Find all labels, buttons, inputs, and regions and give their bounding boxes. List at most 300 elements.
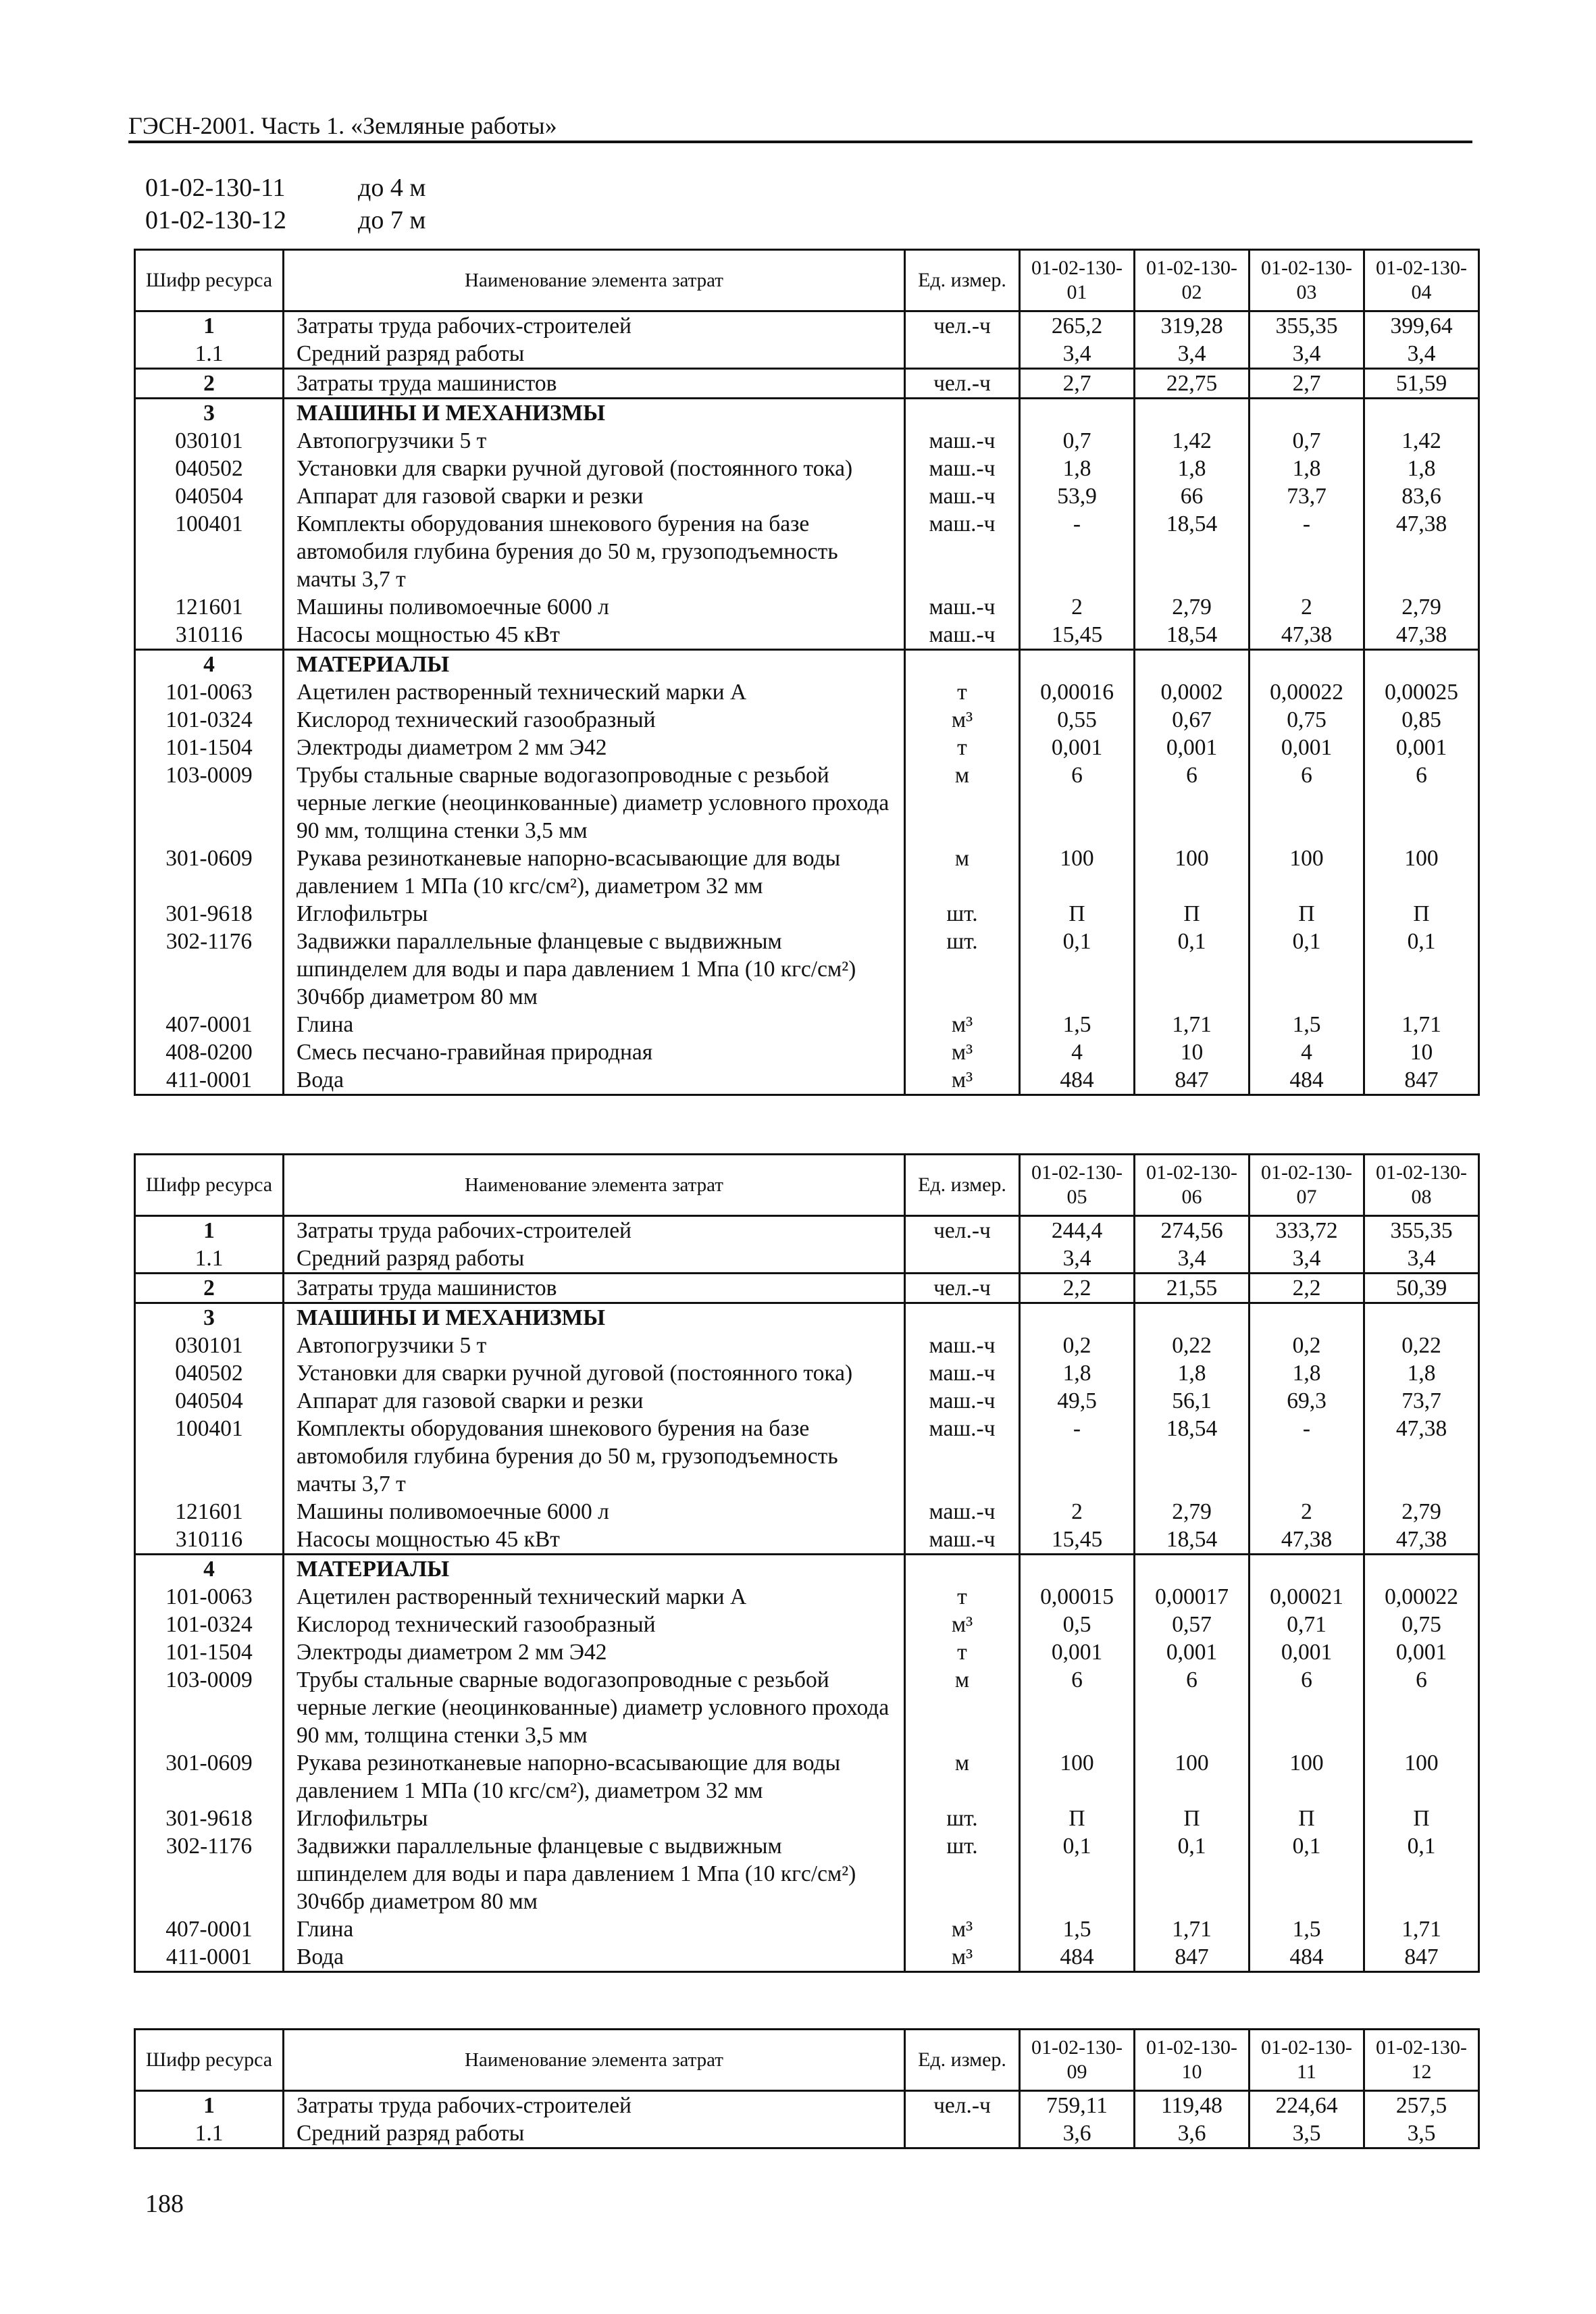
resource-name: Автопогрузчики 5 т: [284, 427, 905, 455]
resource-value: 484: [1250, 1066, 1364, 1095]
table-row: [135, 2091, 1479, 2120]
resource-value: 1,42: [1364, 427, 1479, 455]
resource-value: 56,1: [1135, 1387, 1250, 1415]
resource-value: 47,38: [1364, 1526, 1479, 1555]
resource-value: 333,72: [1250, 1216, 1364, 1245]
resource-value: 224,64: [1250, 2091, 1364, 2120]
table-row: [135, 1066, 1479, 1095]
resource-value: [1020, 1303, 1135, 1332]
subtitle-line: [145, 170, 426, 205]
header-norm-code: 01-02-130-10: [1135, 2030, 1250, 2091]
table-header-row: [135, 250, 1479, 311]
resource-unit: маш.-ч: [905, 1332, 1020, 1359]
resource-value: 0,2: [1250, 1332, 1364, 1359]
resource-value: П: [1135, 1805, 1250, 1832]
resource-value: 1,71: [1135, 1011, 1250, 1038]
resource-value: 6: [1364, 761, 1479, 845]
resource-value: [1020, 399, 1135, 428]
header-code: Шифр ресурса: [135, 1155, 284, 1216]
resource-value: 6: [1135, 1666, 1250, 1749]
resource-value: 3,5: [1364, 2119, 1479, 2148]
resource-code: 1.1: [135, 1244, 284, 1274]
resource-value: -: [1250, 510, 1364, 593]
resource-value: 100: [1135, 845, 1250, 900]
resource-name: Иглофильтры: [284, 1805, 905, 1832]
resource-code: 302-1176: [135, 1832, 284, 1915]
resource-code: 101-0324: [135, 706, 284, 734]
resource-value: 15,45: [1020, 1526, 1135, 1555]
resource-value: 4: [1020, 1038, 1135, 1066]
resource-unit: [905, 650, 1020, 679]
resource-unit: маш.-ч: [905, 1526, 1020, 1555]
resource-value: 1,8: [1020, 1359, 1135, 1387]
resource-name: Рукава резинотканевые напорно-всасывающие для воды давлением 1 МПа (10 кгс/см²), диаметром 32 мм: [284, 845, 905, 900]
page-number: 188: [145, 2190, 184, 2218]
resource-value: 0,001: [1250, 1638, 1364, 1666]
resource-value: 0,00025: [1364, 678, 1479, 706]
table-row: [135, 311, 1479, 341]
resource-unit: шт.: [905, 1805, 1020, 1832]
resource-value: П: [1020, 1805, 1135, 1832]
resource-value: 0,1: [1020, 928, 1135, 1011]
resource-code: 4: [135, 650, 284, 679]
table-row: [135, 1555, 1479, 1584]
resource-name: МАТЕРИАЛЫ: [284, 650, 905, 679]
resource-value: 3,4: [1364, 340, 1479, 369]
resource-name: Машины поливомоечные 6000 л: [284, 593, 905, 621]
resource-value: 847: [1364, 1066, 1479, 1095]
resource-code: 301-0609: [135, 845, 284, 900]
resource-value: 274,56: [1135, 1216, 1250, 1245]
resource-value: 0,001: [1020, 1638, 1135, 1666]
resource-code: 310116: [135, 621, 284, 650]
resource-unit: шт.: [905, 900, 1020, 928]
resource-unit: [905, 340, 1020, 369]
resource-value: 257,5: [1364, 2091, 1479, 2120]
resource-code: 301-9618: [135, 900, 284, 928]
resource-value: 100: [1250, 845, 1364, 900]
resource-value: 847: [1135, 1943, 1250, 1972]
table-row: [135, 1832, 1479, 1915]
resource-value: 0,1: [1364, 928, 1479, 1011]
resource-value: 119,48: [1135, 2091, 1250, 2120]
table-row: [135, 1038, 1479, 1066]
header-name: Наименование элемента затрат: [284, 2030, 905, 2091]
resource-name: Установки для сварки ручной дуговой (постоянного тока): [284, 1359, 905, 1387]
resource-value: 2: [1020, 593, 1135, 621]
resource-name: Глина: [284, 1011, 905, 1038]
table-row: [135, 340, 1479, 369]
resource-value: 484: [1020, 1943, 1135, 1972]
resource-code: 103-0009: [135, 1666, 284, 1749]
resource-value: 0,00022: [1364, 1583, 1479, 1611]
resource-value: 0,1: [1020, 1832, 1135, 1915]
resource-code: 101-0063: [135, 678, 284, 706]
resource-value: 0,22: [1135, 1332, 1250, 1359]
resource-name: Рукава резинотканевые напорно-всасывающие для воды давлением 1 МПа (10 кгс/см²), диаметром 32 мм: [284, 1749, 905, 1805]
resource-code: 2: [135, 369, 284, 399]
resource-code: 1: [135, 2091, 284, 2120]
resource-unit: маш.-ч: [905, 510, 1020, 593]
resource-unit: чел.-ч: [905, 2091, 1020, 2120]
table-row: [135, 900, 1479, 928]
resource-value: 0,00015: [1020, 1583, 1135, 1611]
resource-value: 484: [1020, 1066, 1135, 1095]
resource-value: 2,79: [1364, 593, 1479, 621]
resource-code: 030101: [135, 427, 284, 455]
table-row: [135, 1749, 1479, 1805]
table-row: [135, 1359, 1479, 1387]
header-unit: Ед. измер.: [905, 2030, 1020, 2091]
resource-unit: маш.-ч: [905, 482, 1020, 510]
resource-value: 1,5: [1020, 1011, 1135, 1038]
resource-name: Установки для сварки ручной дуговой (постоянного тока): [284, 455, 905, 482]
resource-value: -: [1020, 510, 1135, 593]
resource-value: 3,4: [1020, 1244, 1135, 1274]
resource-value: 1,5: [1250, 1915, 1364, 1943]
resource-name: Затраты труда рабочих-строителей: [284, 1216, 905, 1245]
header-name: Наименование элемента затрат: [284, 1155, 905, 1216]
page-header: ГЭСН-2001. Часть 1. «Земляные работы»: [128, 112, 557, 139]
resource-name: Комплекты оборудования шнекового бурения на базе автомобиля глубина бурения до 50 м, грузоподъемность мачты 3,7 т: [284, 1415, 905, 1498]
table-row: [135, 1332, 1479, 1359]
resource-value: 3,4: [1364, 1244, 1479, 1274]
resource-unit: чел.-ч: [905, 311, 1020, 341]
resource-unit: м³: [905, 1611, 1020, 1638]
resource-value: 47,38: [1250, 621, 1364, 650]
resource-value: 0,001: [1020, 734, 1135, 761]
resource-unit: [905, 399, 1020, 428]
subtitle-text: до 7 м: [358, 206, 426, 234]
resource-unit: м³: [905, 1943, 1020, 1972]
resource-unit: маш.-ч: [905, 593, 1020, 621]
table-row: [135, 706, 1479, 734]
resource-name: Электроды диаметром 2 мм Э42: [284, 734, 905, 761]
resource-value: 3,4: [1020, 340, 1135, 369]
header-unit: Ед. измер.: [905, 250, 1020, 311]
resource-value: -: [1250, 1415, 1364, 1498]
resource-unit: м: [905, 761, 1020, 845]
resource-value: 1,8: [1364, 455, 1479, 482]
resource-value: 0,1: [1364, 1832, 1479, 1915]
resource-unit: маш.-ч: [905, 1387, 1020, 1415]
resource-value: 0,1: [1135, 1832, 1250, 1915]
resource-unit: маш.-ч: [905, 1415, 1020, 1498]
resource-code: 1: [135, 1216, 284, 1245]
resource-value: 6: [1250, 1666, 1364, 1749]
table-row: [135, 928, 1479, 1011]
resource-value: 2: [1250, 593, 1364, 621]
resource-value: [1364, 1303, 1479, 1332]
resource-name: Вода: [284, 1943, 905, 1972]
resource-value: 47,38: [1364, 1415, 1479, 1498]
resource-code: 411-0001: [135, 1943, 284, 1972]
resource-name: Кислород технический газообразный: [284, 1611, 905, 1638]
resource-table-1: [134, 249, 1480, 1096]
table-row: [135, 1498, 1479, 1526]
resource-value: 3,6: [1135, 2119, 1250, 2148]
resource-name: Насосы мощностью 45 кВт: [284, 621, 905, 650]
resource-name: Средний разряд работы: [284, 340, 905, 369]
resource-unit: т: [905, 678, 1020, 706]
resource-unit: т: [905, 734, 1020, 761]
resource-value: П: [1135, 900, 1250, 928]
resource-code: 1: [135, 311, 284, 341]
resource-code: 411-0001: [135, 1066, 284, 1095]
resource-value: 319,28: [1135, 311, 1250, 341]
resource-name: Ацетилен растворенный технический марки А: [284, 1583, 905, 1611]
resource-value: 0,1: [1250, 1832, 1364, 1915]
resource-unit: маш.-ч: [905, 427, 1020, 455]
resource-unit: маш.-ч: [905, 621, 1020, 650]
resource-value: 0,75: [1364, 1611, 1479, 1638]
resource-value: 0,00016: [1020, 678, 1135, 706]
resource-value: 0,001: [1364, 1638, 1479, 1666]
resource-code: 2: [135, 1274, 284, 1303]
resource-name: Аппарат для газовой сварки и резки: [284, 482, 905, 510]
resource-value: 355,35: [1250, 311, 1364, 341]
resource-unit: [905, 1303, 1020, 1332]
resource-code: 121601: [135, 593, 284, 621]
resource-code: 4: [135, 1555, 284, 1584]
resource-unit: [905, 1555, 1020, 1584]
resource-value: 2: [1250, 1498, 1364, 1526]
header-code: Шифр ресурса: [135, 250, 284, 311]
resource-value: 0,55: [1020, 706, 1135, 734]
subtitle-code: 01-02-130-11: [145, 174, 286, 202]
resource-value: 0,0002: [1135, 678, 1250, 706]
resource-value: 83,6: [1364, 482, 1479, 510]
resource-code: 030101: [135, 1332, 284, 1359]
resource-code: 3: [135, 1303, 284, 1332]
resource-value: 0,1: [1250, 928, 1364, 1011]
resource-name: Затраты труда машинистов: [284, 1274, 905, 1303]
resource-value: 2,79: [1135, 593, 1250, 621]
resource-value: 47,38: [1364, 510, 1479, 593]
table-row: [135, 1666, 1479, 1749]
resource-value: 847: [1364, 1943, 1479, 1972]
resource-value: 100: [1250, 1749, 1364, 1805]
resource-value: 6: [1020, 761, 1135, 845]
header-norm-code: 01-02-130-03: [1250, 250, 1364, 311]
resource-value: 847: [1135, 1066, 1250, 1095]
resource-value: 0,001: [1250, 734, 1364, 761]
resource-value: 1,5: [1020, 1915, 1135, 1943]
resource-value: 0,85: [1364, 706, 1479, 734]
resource-value: 0,1: [1135, 928, 1250, 1011]
table-row: [135, 650, 1479, 679]
table-row: [135, 734, 1479, 761]
header-name: Наименование элемента затрат: [284, 250, 905, 311]
resource-value: 1,8: [1250, 455, 1364, 482]
resource-name: Затраты труда рабочих-строителей: [284, 311, 905, 341]
resource-name: Вода: [284, 1066, 905, 1095]
resource-table-3: [134, 2028, 1480, 2149]
resource-value: 0,00017: [1135, 1583, 1250, 1611]
resource-value: 22,75: [1135, 369, 1250, 399]
subtitle-code: 01-02-130-12: [145, 206, 286, 234]
table-row: [135, 593, 1479, 621]
resource-name: МАШИНЫ И МЕХАНИЗМЫ: [284, 1303, 905, 1332]
resource-unit: м: [905, 1749, 1020, 1805]
table-row: [135, 427, 1479, 455]
table-row: [135, 1915, 1479, 1943]
resource-value: 1,8: [1020, 455, 1135, 482]
resource-name: Глина: [284, 1915, 905, 1943]
resource-value: 484: [1250, 1943, 1364, 1972]
table-row: [135, 369, 1479, 399]
header-norm-code: 01-02-130-02: [1135, 250, 1250, 311]
resource-value: [1135, 399, 1250, 428]
table-row: [135, 510, 1479, 593]
resource-value: 0,22: [1364, 1332, 1479, 1359]
header-norm-code: 01-02-130-12: [1364, 2030, 1479, 2091]
table-row: [135, 455, 1479, 482]
table-row: [135, 1415, 1479, 1498]
resource-value: 759,11: [1020, 2091, 1135, 2120]
resource-value: 2,7: [1250, 369, 1364, 399]
resource-value: 47,38: [1364, 621, 1479, 650]
resource-value: 0,71: [1250, 1611, 1364, 1638]
resource-value: 1,42: [1135, 427, 1250, 455]
resource-value: 3,5: [1250, 2119, 1364, 2148]
subtitle-line: [145, 203, 426, 238]
resource-value: 10: [1364, 1038, 1479, 1066]
resource-value: 6: [1364, 1666, 1479, 1749]
resource-value: 100: [1020, 845, 1135, 900]
resource-name: Ацетилен растворенный технический марки А: [284, 678, 905, 706]
resource-code: 101-1504: [135, 734, 284, 761]
resource-value: 49,5: [1020, 1387, 1135, 1415]
resource-value: [1250, 650, 1364, 679]
resource-code: 103-0009: [135, 761, 284, 845]
resource-name: Насосы мощностью 45 кВт: [284, 1526, 905, 1555]
resource-value: 100: [1364, 1749, 1479, 1805]
table-row: [135, 1244, 1479, 1274]
resource-name: МАТЕРИАЛЫ: [284, 1555, 905, 1584]
resource-value: 0,001: [1364, 734, 1479, 761]
header-norm-code: 01-02-130-06: [1135, 1155, 1250, 1216]
resource-value: 18,54: [1135, 1415, 1250, 1498]
resource-code: 301-0609: [135, 1749, 284, 1805]
resource-code: 100401: [135, 1415, 284, 1498]
resource-code: 310116: [135, 1526, 284, 1555]
resource-value: 2,79: [1364, 1498, 1479, 1526]
resource-value: П: [1250, 900, 1364, 928]
resource-code: 101-0063: [135, 1583, 284, 1611]
resource-name: Автопогрузчики 5 т: [284, 1332, 905, 1359]
resource-value: 0,2: [1020, 1332, 1135, 1359]
resource-name: Задвижки параллельные фланцевые с выдвижным шпинделем для воды и пара давлением 1 Мпа (10 кгс/см²) 30ч6бр диаметром 80 мм: [284, 1832, 905, 1915]
resource-value: 21,55: [1135, 1274, 1250, 1303]
resource-value: 53,9: [1020, 482, 1135, 510]
resource-value: 355,35: [1364, 1216, 1479, 1245]
table-row: [135, 845, 1479, 900]
resource-code: 040504: [135, 482, 284, 510]
resource-value: [1250, 1555, 1364, 1584]
resource-value: 73,7: [1364, 1387, 1479, 1415]
resource-value: 6: [1250, 761, 1364, 845]
resource-value: 0,57: [1135, 1611, 1250, 1638]
resource-name: Смесь песчано-гравийная природная: [284, 1038, 905, 1066]
resource-code: 1.1: [135, 340, 284, 369]
resource-value: П: [1364, 900, 1479, 928]
resource-code: 1.1: [135, 2119, 284, 2148]
resource-value: [1364, 1555, 1479, 1584]
table-row: [135, 1011, 1479, 1038]
table-row: [135, 678, 1479, 706]
resource-code: 040502: [135, 455, 284, 482]
resource-unit: [905, 1244, 1020, 1274]
resource-value: 0,7: [1020, 427, 1135, 455]
resource-value: 6: [1020, 1666, 1135, 1749]
header-norm-code: 01-02-130-09: [1020, 2030, 1135, 2091]
resource-unit: м³: [905, 1915, 1020, 1943]
resource-value: [1250, 399, 1364, 428]
resource-code: 040502: [135, 1359, 284, 1387]
resource-name: Машины поливомоечные 6000 л: [284, 1498, 905, 1526]
table-row: [135, 761, 1479, 845]
resource-name: Затраты труда рабочих-строителей: [284, 2091, 905, 2120]
resource-unit: м³: [905, 1011, 1020, 1038]
resource-code: 302-1176: [135, 928, 284, 1011]
resource-name: Средний разряд работы: [284, 2119, 905, 2148]
resource-code: 3: [135, 399, 284, 428]
resource-value: 100: [1135, 1749, 1250, 1805]
header-norm-code: 01-02-130-05: [1020, 1155, 1135, 1216]
resource-value: 6: [1135, 761, 1250, 845]
resource-name: Задвижки параллельные фланцевые с выдвижным шпинделем для воды и пара давлением 1 Мпа (10 кгс/см²) 30ч6бр диаметром 80 мм: [284, 928, 905, 1011]
resource-value: 0,001: [1135, 1638, 1250, 1666]
resource-value: 18,54: [1135, 1526, 1250, 1555]
resource-value: [1135, 1303, 1250, 1332]
resource-unit: м: [905, 845, 1020, 900]
header-unit: Ед. измер.: [905, 1155, 1020, 1216]
resource-value: 399,64: [1364, 311, 1479, 341]
resource-value: 3,4: [1250, 340, 1364, 369]
resource-value: 69,3: [1250, 1387, 1364, 1415]
resource-value: 51,59: [1364, 369, 1479, 399]
resource-value: 1,71: [1364, 1011, 1479, 1038]
header-code: Шифр ресурса: [135, 2030, 284, 2091]
resource-unit: т: [905, 1638, 1020, 1666]
resource-value: 3,4: [1135, 340, 1250, 369]
resource-unit: чел.-ч: [905, 1216, 1020, 1245]
table-header-row: [135, 2030, 1479, 2091]
resource-value: 0,5: [1020, 1611, 1135, 1638]
resource-value: 100: [1364, 845, 1479, 900]
table-row: [135, 1387, 1479, 1415]
resource-name: Аппарат для газовой сварки и резки: [284, 1387, 905, 1415]
resource-value: 3,4: [1135, 1244, 1250, 1274]
resource-value: 15,45: [1020, 621, 1135, 650]
resource-unit: м³: [905, 706, 1020, 734]
resource-code: 301-9618: [135, 1805, 284, 1832]
resource-code: 101-1504: [135, 1638, 284, 1666]
resource-value: 0,7: [1250, 427, 1364, 455]
resource-value: 18,54: [1135, 510, 1250, 593]
table-row: [135, 1216, 1479, 1245]
resource-value: 66: [1135, 482, 1250, 510]
resource-value: 73,7: [1250, 482, 1364, 510]
table-row: [135, 482, 1479, 510]
header-norm-code: 01-02-130-07: [1250, 1155, 1364, 1216]
resource-name: Комплекты оборудования шнекового бурения на базе автомобиля глубина бурения до 50 м, грузоподъемность мачты 3,7 т: [284, 510, 905, 593]
resource-value: 50,39: [1364, 1274, 1479, 1303]
resource-value: 1,71: [1135, 1915, 1250, 1943]
resource-value: 18,54: [1135, 621, 1250, 650]
resource-value: П: [1250, 1805, 1364, 1832]
